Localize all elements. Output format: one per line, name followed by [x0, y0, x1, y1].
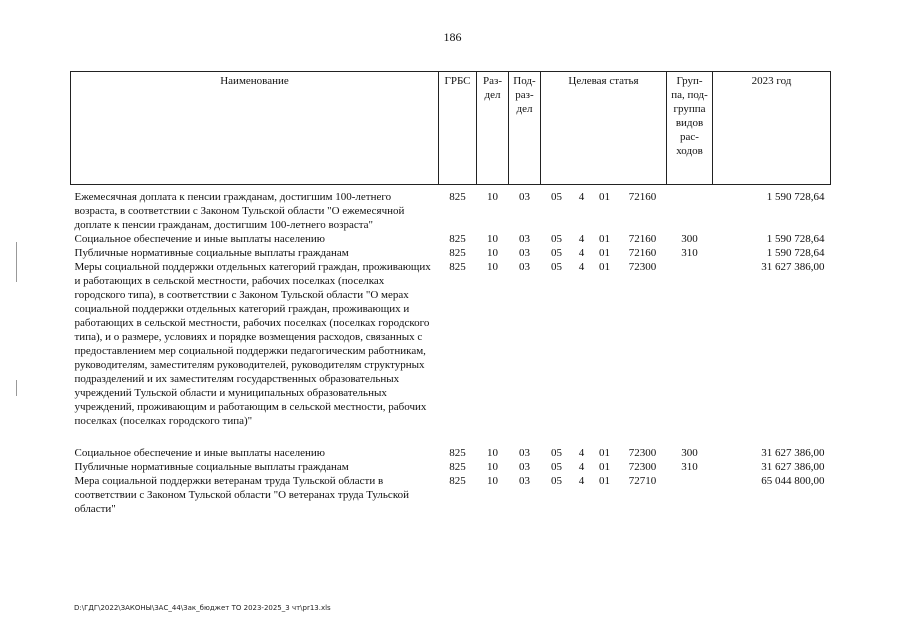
table-row	[71, 185, 831, 233]
header-grbs: ГРБС	[439, 72, 477, 185]
header-name: Наименование	[71, 72, 439, 185]
row-target-subprogram: 01	[599, 191, 610, 203]
row-grbs: 825	[449, 261, 466, 273]
row-grbs: 825	[449, 475, 466, 487]
header-expense-group: Груп- па, под- группа видов рас- ходов	[667, 72, 713, 185]
row-target-subprogram: 01	[599, 247, 610, 259]
row-target-type: 4	[578, 461, 585, 473]
row-razdel: 10	[487, 475, 498, 487]
row-amount: 1 590 728,64	[766, 191, 825, 203]
row-razdel: 10	[487, 261, 498, 273]
scan-margin-mark	[16, 242, 17, 282]
row-expense-type: 310	[681, 461, 698, 473]
table-row	[71, 428, 831, 460]
row-podrazdel: 03	[519, 261, 530, 273]
row-podrazdel: 03	[519, 461, 530, 473]
table-row	[71, 474, 831, 516]
row-target-subprogram: 01	[599, 461, 610, 473]
row-target-subprogram: 01	[599, 475, 610, 487]
row-target-program: 05	[551, 233, 562, 245]
row-razdel: 10	[487, 191, 498, 203]
row-podrazdel: 03	[519, 247, 530, 259]
row-target-direction: 72300	[628, 447, 657, 459]
row-amount: 31 627 386,00	[761, 461, 825, 473]
row-grbs: 825	[449, 447, 466, 459]
row-target-direction: 72160	[628, 191, 657, 203]
row-name: Ежемесячная доплата к пенсии гражданам, достигшим 100-летнего возраста, в соответствии с Законом Тульской области "О ежемесячной доплате к пенсии гражданам, достигшим 100-летнего возраста"	[74, 191, 405, 231]
row-target-direction: 72300	[628, 261, 657, 273]
row-amount: 1 590 728,64	[766, 233, 825, 245]
row-podrazdel: 03	[519, 447, 530, 459]
row-podrazdel: 03	[519, 191, 530, 203]
row-target-type: 4	[578, 191, 585, 203]
row-expense-type	[667, 260, 713, 428]
page-number: 186	[443, 30, 462, 44]
row-target-subprogram: 01	[599, 261, 610, 273]
scan-margin-mark	[16, 380, 17, 396]
row-name: Меры социальной поддержки отдельных категорий граждан, проживающих и работающих в сельской местности, рабочих поселках (поселках городского типа), в соответствии с Законом Тульской области "О мерах социальной поддержки отдельных категорий граждан, проживающих и работающих в сельской местности, рабочих поселках (поселках городского типа), и о размере, условиях и порядке возмещения расходов, связанных с предоставлением мер социальной поддержки педагогическим работникам, руководителям, заместителям руководителей, руководителям структурных подразделений и их заместителям государственных образовательных учреждений Тульской области и муниципальных образовательных учреждений, проживающим и работающим в сельской местности, рабочих поселках (поселках городского типа)"	[74, 261, 431, 427]
header-podrazdel: Под- раз- дел	[509, 72, 541, 185]
table-header-row	[71, 72, 831, 185]
table-row	[71, 246, 831, 260]
row-expense-type: 310	[681, 247, 698, 259]
row-target-subprogram: 01	[599, 447, 610, 459]
row-expense-type	[667, 185, 713, 233]
row-expense-type: 300	[681, 447, 698, 459]
row-target-type: 4	[578, 247, 585, 259]
row-target-program: 05	[551, 475, 562, 487]
row-grbs: 825	[449, 247, 466, 259]
row-name: Мера социальной поддержки ветеранам труда Тульской области в соответствии с Законом Тульской области "О ветеранах труда Тульской области"	[74, 475, 409, 515]
row-razdel: 10	[487, 447, 498, 459]
row-target-type: 4	[578, 233, 585, 245]
row-podrazdel: 03	[519, 233, 530, 245]
table-row	[71, 460, 831, 474]
row-target-subprogram: 01	[599, 233, 610, 245]
row-target-program: 05	[551, 247, 562, 259]
row-target-program: 05	[551, 461, 562, 473]
row-target-direction: 72710	[628, 475, 657, 487]
header-razdel: Раз- дел	[477, 72, 509, 185]
table-row	[71, 260, 831, 428]
row-razdel: 10	[487, 247, 498, 259]
table-row	[71, 232, 831, 246]
row-target-type: 4	[578, 447, 585, 459]
row-name: Социальное обеспечение и иные выплаты населению	[74, 233, 326, 245]
row-grbs: 825	[449, 191, 466, 203]
row-grbs: 825	[449, 461, 466, 473]
row-expense-type: 300	[681, 233, 698, 245]
footer-file-path: D:\ГДГ\2022\ЗАКОНЫ\ЗАС_44\Зак_бюджет ТО 2023-2025_3 чт\pr13.xls	[74, 604, 331, 612]
row-name: Социальное обеспечение и иные выплаты населению	[74, 447, 326, 459]
row-target-direction: 72300	[628, 461, 657, 473]
row-target-direction: 72160	[628, 247, 657, 259]
row-name: Публичные нормативные социальные выплаты гражданам	[74, 247, 349, 259]
row-target-program: 05	[551, 191, 562, 203]
header-target-article: Целевая статья	[541, 72, 667, 185]
row-razdel: 10	[487, 233, 498, 245]
row-expense-type	[667, 474, 713, 516]
header-year-2023: 2023 год	[713, 72, 831, 185]
row-name: Публичные нормативные социальные выплаты гражданам	[74, 461, 349, 473]
row-target-type: 4	[578, 261, 585, 273]
row-target-direction: 72160	[628, 233, 657, 245]
row-amount: 65 044 800,00	[761, 475, 825, 487]
row-razdel: 10	[487, 461, 498, 473]
budget-table	[70, 71, 831, 516]
row-amount: 31 627 386,00	[761, 447, 825, 459]
row-target-program: 05	[551, 447, 562, 459]
row-podrazdel: 03	[519, 475, 530, 487]
row-amount: 31 627 386,00	[761, 261, 825, 273]
row-target-type: 4	[578, 475, 585, 487]
row-grbs: 825	[449, 233, 466, 245]
row-amount: 1 590 728,64	[766, 247, 825, 259]
row-target-program: 05	[551, 261, 562, 273]
